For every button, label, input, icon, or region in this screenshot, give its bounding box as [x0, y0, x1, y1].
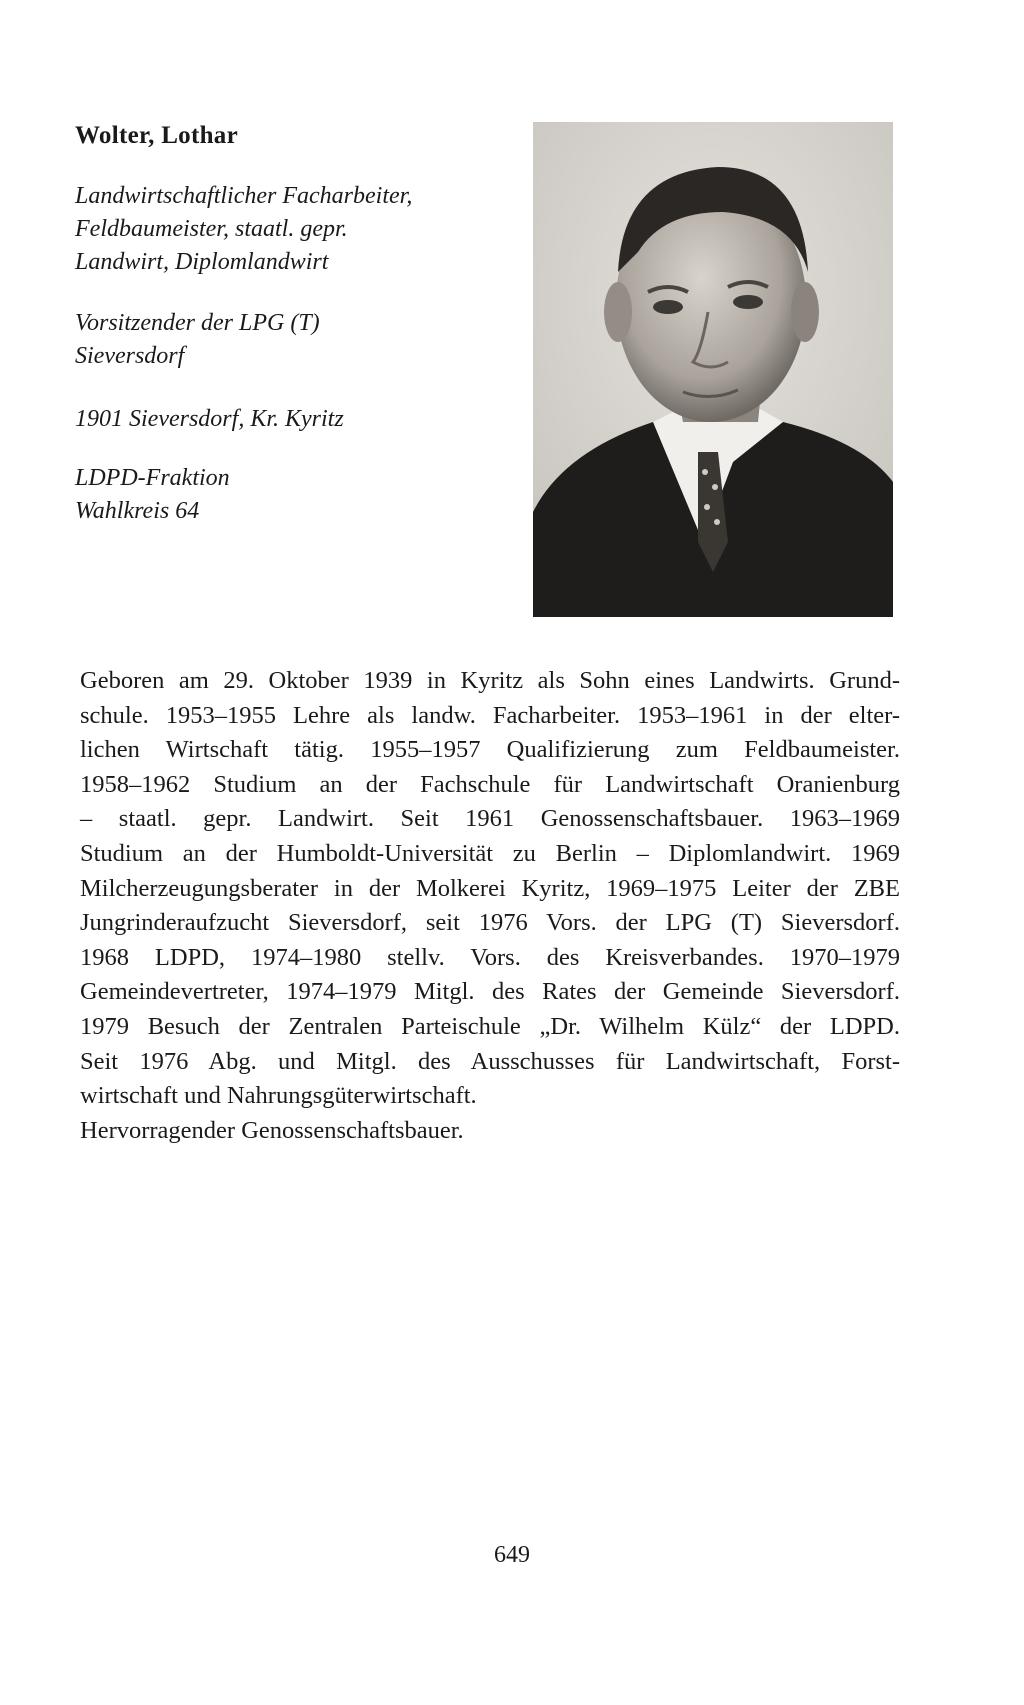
biography-line: lichen Wirtschaft tätig. 1955–1957 Qualifizierung zum Feldbaumeister.	[80, 736, 900, 764]
biography-line: 1958–1962 Studium an der Fachschule für Landwirtschaft Oranienburg	[80, 770, 900, 798]
biography-line: – staatl. gepr. Landwirt. Seit 1961 Genossenschaftsbauer. 1963–1969	[80, 805, 900, 833]
birth-block	[75, 403, 515, 436]
biography-line: Gemeindevertreter, 1974–1979 Mitgl. des Rates der Gemeinde Sieversdorf.	[80, 978, 900, 1006]
position-line: Sieversdorf	[75, 343, 185, 369]
biography-line: Milcherzeugungsberater in der Molkerei Kyritz, 1969–1975 Leiter der ZBE	[80, 874, 900, 902]
biography-line: wirtschaft und Nahrungsgüterwirtschaft.	[80, 1082, 477, 1110]
entry-name: Wolter, Lothar	[75, 122, 238, 149]
fraction-block	[75, 462, 515, 528]
biography-line: schule. 1953–1955 Lehre als landw. Facharbeiter. 1953–1961 in der elter-	[80, 701, 900, 729]
biography-line: Seit 1976 Abg. und Mitgl. des Ausschusses für Landwirtschaft, Forst-	[80, 1047, 900, 1075]
biography-line: Jungrinderaufzucht Sieversdorf, seit 1976 Vors. der LPG (T) Sieversdorf.	[80, 909, 900, 937]
portrait-illustration	[533, 122, 893, 617]
page-number: 649	[494, 1542, 530, 1568]
position-line: Vorsitzender der LPG (T)	[75, 310, 320, 336]
constituency-line: Wahlkreis 64	[75, 498, 200, 524]
biography-line: 1979 Besuch der Zentralen Parteischule „Dr. Wilhelm Külz“ der LDPD.	[80, 1012, 900, 1040]
profession-line: Feldbaumeister, staatl. gepr.	[75, 216, 348, 242]
biography-text	[80, 664, 900, 1148]
fraction-line: LDPD-Fraktion	[75, 465, 230, 491]
profession-line: Landwirtschaftlicher Facharbeiter,	[75, 183, 413, 209]
birth-line: 1901 Sieversdorf, Kr. Kyritz	[75, 406, 344, 432]
biography-line: Studium an der Humboldt-Universität zu Berlin – Diplomlandwirt. 1969	[80, 839, 900, 867]
biography-line: Geboren am 29. Oktober 1939 in Kyritz als Sohn eines Landwirts. Grund-	[80, 667, 900, 694]
position-block	[75, 307, 515, 373]
profession-line: Landwirt, Diplomlandwirt	[75, 249, 329, 275]
biography-line: 1968 LDPD, 1974–1980 stellv. Vors. des Kreisverbandes. 1970–1979	[80, 943, 900, 971]
biography-line: Hervorragender Genossenschaftsbauer.	[80, 1116, 464, 1144]
profession-block	[75, 180, 515, 279]
portrait-photo	[533, 122, 893, 617]
